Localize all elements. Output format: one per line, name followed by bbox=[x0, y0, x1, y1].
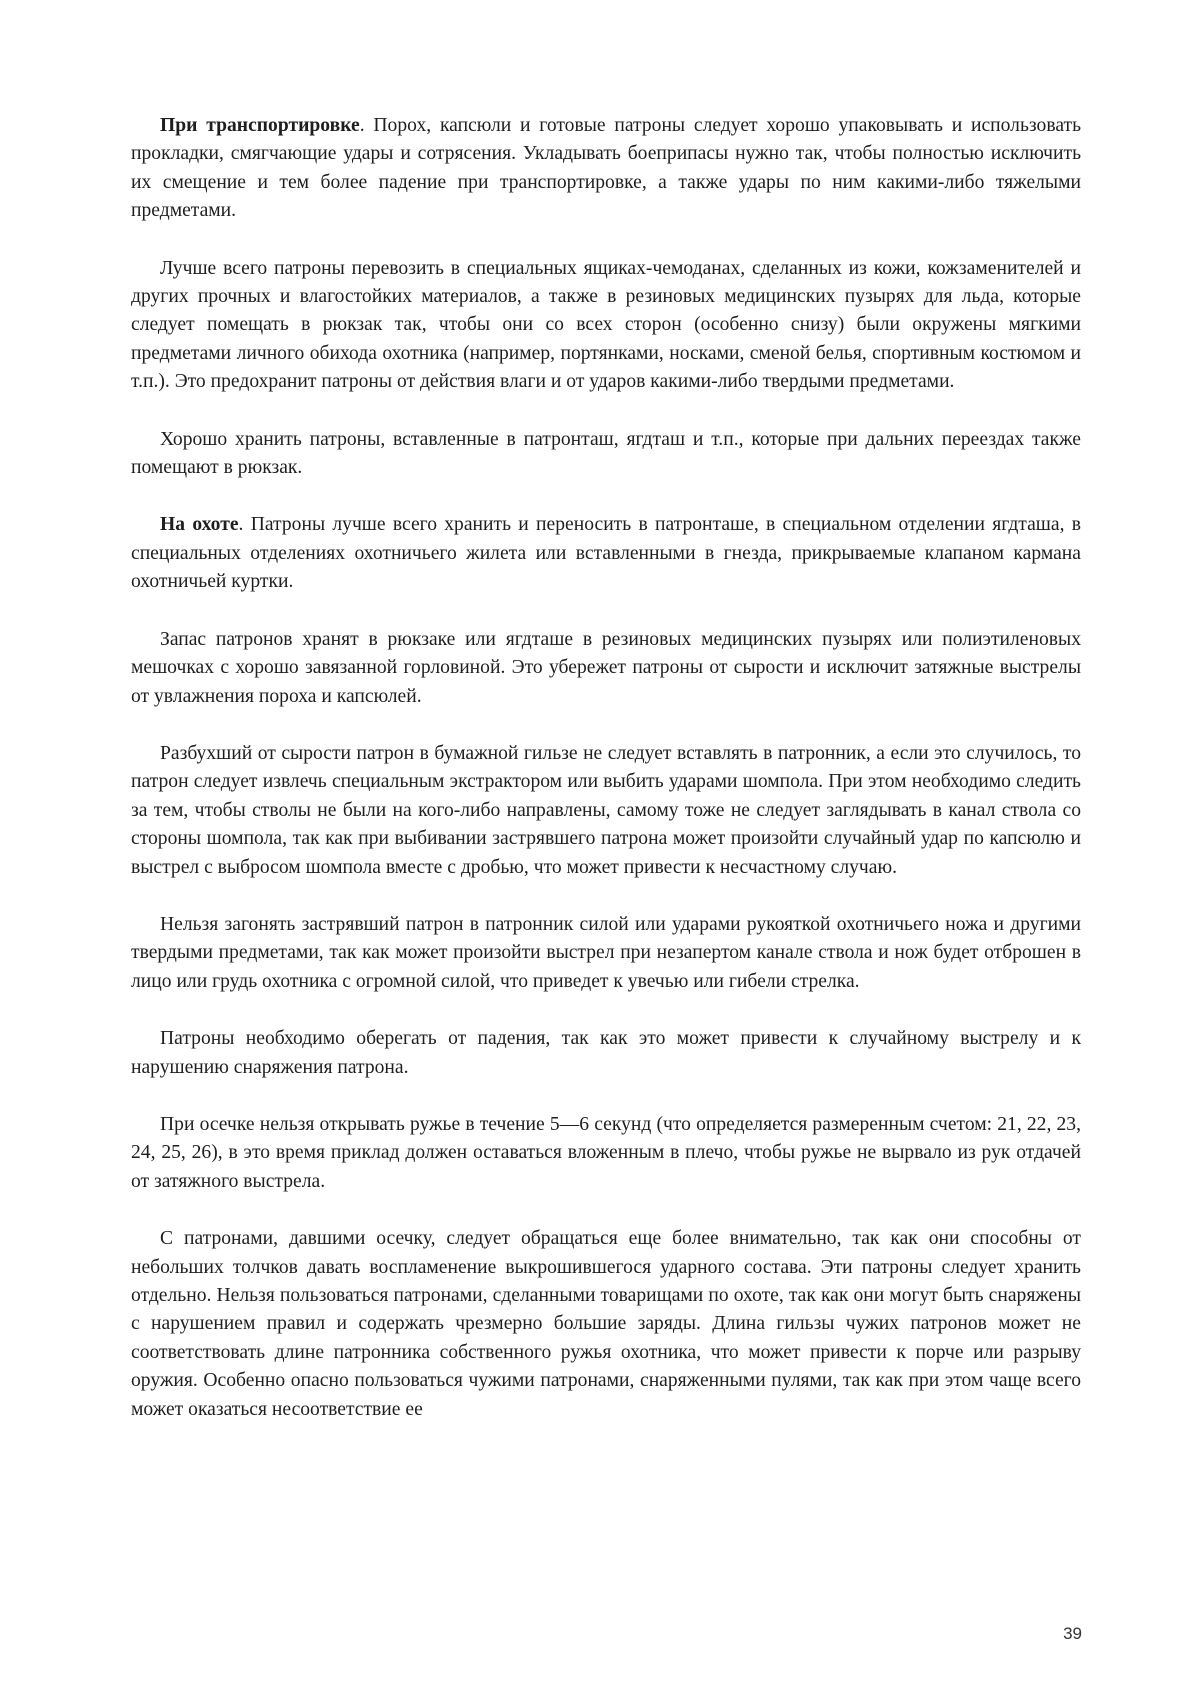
paragraph-text: С патронами, давшими осечку, следует обращаться еще более внимательно, так как они способны от небольших толчков давать воспламенение выкрошившегося ударного состава. Эти патроны следует хранить отдельно. Нельзя пользоваться патронами, сделанными товарищами по охоте, так как они могут быть снаряжены с нарушением правил и содержать чрезмерно большие заряды. Длина гильзы чужих патронов может не соответствовать длине патронника собственного ружья охотника, что может привести к порче или разрыву оружия. Особенно опасно пользоваться чужими патронами, снаряженными пулями, так как при этом чаще всего может оказаться несоответствие ее bbox=[131, 1228, 1081, 1420]
paragraph-dropping bbox=[131, 1025, 1081, 1082]
page-number: 39 bbox=[1063, 1624, 1082, 1643]
paragraph-transport bbox=[131, 112, 1081, 226]
paragraph-text: . Порох, капсюли и готовые патроны следует хорошо упаковывать и использовать прокладки, смягчающие удары и сотрясения. Укладывать боеприпасы нужно так, чтобы полностью исключить их смещение и тем более падение при транспортировке, а также удары по ним какими-либо тяжелыми предметами. bbox=[131, 115, 1082, 222]
page-body bbox=[131, 112, 1081, 1672]
paragraph-text: Хорошо хранить патроны, вставленные в патронташ, ягдташ и т.п., которые при дальних переездах также помещают в рюкзак. bbox=[131, 428, 1081, 479]
paragraph-bandolier bbox=[131, 426, 1081, 483]
paragraph-stuck-cartridge bbox=[131, 911, 1081, 996]
paragraph-misfire bbox=[131, 1111, 1081, 1196]
paragraph-text: Разбухший от сырости патрон в бумажной гильзе не следует вставлять в патронник, а если это случилось, то патрон следует извлечь специальным экстрактором или выбить ударами шомпола. При этом необходимо следить за тем, чтобы стволы не были на кого-либо направлены, самому тоже не следует заглядывать в канал ствола со стороны шомпола, так как при выбивании застрявшего патрона может произойти случайный удар по капсюлю и выстрел с выбросом шомпола вместе с дробью, что может привести к несчастному случаю. bbox=[131, 742, 1081, 878]
paragraph-text: При осечке нельзя открывать ружье в течение 5—6 секунд (что определяется размеренным счетом: 21, 22, 23, 24, 25, 26), в это время приклад должен оставаться вложенным в плечо, чтобы ружье не вырвало из рук отдачей от затяжного выстрела. bbox=[131, 1113, 1081, 1192]
paragraph-text: Патроны необходимо оберегать от падения, так как это может привести к случайному выстрелу и к нарушению снаряжения патрона. bbox=[131, 1028, 1081, 1078]
paragraph-reserve bbox=[131, 626, 1081, 711]
paragraph-text: Нельзя загонять застрявший патрон в патронник силой или ударами рукояткой охотничьего ножа и другими твердыми предметами, так как может произойти выстрел при незапертом канале ствола и нож будет отброшен в лицо или грудь охотника с огромной силой, что приведет к увечью или гибели стрелка. bbox=[131, 913, 1081, 992]
paragraph-swollen-cartridge bbox=[131, 740, 1081, 882]
paragraph-cases bbox=[131, 255, 1081, 397]
paragraph-hunting bbox=[131, 511, 1081, 596]
paragraph-lead: При транспортировке bbox=[160, 115, 360, 136]
paragraph-lead: На охоте bbox=[160, 514, 239, 536]
paragraph-misfired-cartridges bbox=[131, 1225, 1081, 1424]
paragraph-text: . Патроны лучше всего хранить и переносить в патронташе, в специальном отделении ягдташа, в специальных отделениях охотничьего жилета или вставленными в гнезда, прикрываемые клапаном кармана охотничьей куртки. bbox=[131, 514, 1082, 593]
paragraph-text: Запас патронов хранят в рюкзаке или ягдташе в резиновых медицинских пузырях или полиэтиленовых мешочках с хорошо завязанной горловиной. Это убережет патроны от сырости и исключит затяжные выстрелы от увлажнения пороха и капсюлей. bbox=[131, 628, 1081, 707]
paragraph-text: Лучше всего патроны перевозить в специальных ящиках-чемоданах, сделанных из кожи, кожзаменителей и других прочных и влагостойких материалов, а также в резиновых медицинских пузырях для льда, которые следует помещать в рюкзак так, чтобы они со всех сторон (особенно снизу) были окружены мягкими предметами личного обихода охотника (например, портянками, носками, сменой белья, спортивным костюмом и т.п.). Это предохранит патроны от действия влаги и от ударов какими-либо твердыми предметами. bbox=[131, 257, 1081, 393]
